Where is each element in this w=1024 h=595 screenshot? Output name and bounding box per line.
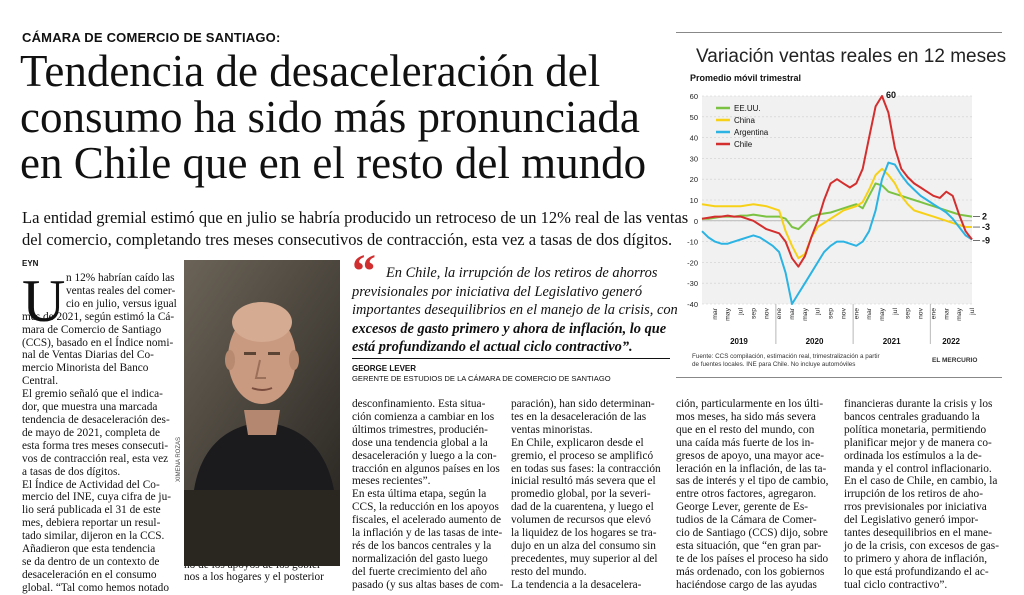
text-line: bancos centrales graduando la <box>844 410 980 423</box>
pull-quote <box>352 264 678 357</box>
peak-label: 60 <box>886 90 897 100</box>
text-line: dujo en un alza del consumo sin <box>511 539 656 552</box>
y-tick-label: 50 <box>689 112 698 122</box>
text-line: ventas reales del comer- <box>66 284 176 297</box>
text-line: ción, particularmente en los últi- <box>676 398 824 410</box>
text-line: rros previsionales por iniciativa <box>844 501 987 514</box>
quote-author: GEORGE LEVER <box>352 364 417 373</box>
lede-line: La entidad gremial estimó que en julio se habría producido un retroceso de un 12% real de las ventas <box>22 208 689 227</box>
x-tick-label: jul <box>737 308 745 315</box>
text-line: tracción en algunos países en los <box>352 462 500 475</box>
quote-mark-icon: “ <box>352 245 376 298</box>
text-line: CCS, la reducción en los apoyos <box>352 501 499 514</box>
legend-label: Chile <box>734 140 753 149</box>
text-line: inicial resultó más severa que el <box>511 475 656 488</box>
quote-author-role: GERENTE DE ESTUDIOS DE LA CÁMARA DE COMERCIO DE SANTIAGO <box>352 374 611 383</box>
text-line: precedentes, muy superior al del <box>511 552 658 565</box>
text-line: mara de Comercio de Santiago <box>22 323 162 336</box>
text-line: tes en la desaceleración de las <box>511 410 647 423</box>
text-line: últimos trimestres, producién- <box>352 423 488 436</box>
year-label: 2019 <box>730 337 748 346</box>
column-1 <box>22 268 177 595</box>
x-tick-label: mar <box>866 308 874 320</box>
text-line: vos de contracción real, esta vez <box>22 452 169 465</box>
quote-rule <box>352 358 670 359</box>
lede <box>22 207 689 251</box>
text-line: mos meses, ha sido más severa <box>676 410 816 423</box>
x-tick-label: ene <box>853 308 861 320</box>
text-line: rés de los bancos centrales y la <box>352 539 492 552</box>
text-line: George Lever, gerente de Es- <box>676 501 809 514</box>
line-chart <box>680 86 1000 348</box>
x-tick-label: mar <box>789 308 796 320</box>
text-line: nos a los hogares y el posterior <box>184 571 324 584</box>
x-tick-label: may <box>879 308 886 321</box>
legend-label: China <box>734 116 755 125</box>
y-tick-label: -10 <box>687 237 698 247</box>
x-tick-label: mar <box>711 308 719 320</box>
text-line: del fuerte crecimiento del año <box>352 565 487 578</box>
text-line: gresos de apoyo, una mayor ace- <box>676 449 825 462</box>
text-line: nal de Ventas Diarias del Co- <box>22 349 154 362</box>
text-line: jo de la crisis, con excesos de gas- <box>844 539 999 552</box>
text-line: se da dentro de un contexto de <box>22 555 160 568</box>
quote-line: excesos de gasto primero y ahora de inflación, lo que <box>352 320 667 337</box>
headline <box>20 48 660 186</box>
text-line: desaceleración en el consumo <box>22 568 157 581</box>
text-line: La tendencia a la desacelera- <box>511 578 642 591</box>
text-line: esta forma tres meses consecuti- <box>22 439 169 452</box>
text-line: tual ciclo contractivo”. <box>844 578 948 591</box>
legend-label: EE.UU. <box>734 104 761 113</box>
text-line: te de los países el proceso ha sido <box>676 552 829 565</box>
y-tick-label: 40 <box>689 133 698 143</box>
column-5 <box>676 398 836 592</box>
text-line: ventas minoristas. <box>511 423 593 436</box>
year-label: 2021 <box>882 337 901 346</box>
y-tick-label: 60 <box>689 92 698 101</box>
headline-line: en Chile que en el resto del mundo <box>20 138 647 188</box>
text-line: cio de Santiago (CCS) dijo, sobre <box>676 527 828 540</box>
quote-line: En Chile, la irrupción de los retiros de ahorros <box>386 265 658 281</box>
x-tick-label: jul <box>814 308 822 315</box>
text-line: de mayo de 2021, completa de <box>22 426 161 439</box>
text-line: dose una tendencia global a la <box>352 436 488 449</box>
text-line: manda y el control inflacionario. <box>844 462 992 475</box>
x-tick-label: jul <box>969 308 976 315</box>
source-line: de fuentes locales. INE para Chile. No incluye automóviles <box>692 361 856 368</box>
text-line: (CCS), basado en el Índice nomi- <box>22 336 174 349</box>
text-line: global. “Tal como hemos notado <box>22 581 169 594</box>
chart-top-rule <box>676 32 1002 33</box>
text-line: tado similar, dijeron en la CCS. <box>22 530 165 543</box>
text-line: fiscales, el acelerado aumento de <box>352 514 501 527</box>
text-line: lio será publicada el 31 de este <box>22 504 161 517</box>
x-tick-label: may <box>801 308 809 321</box>
text-line: to primero y ahora de inflación, <box>844 552 988 565</box>
y-tick-label: 30 <box>689 154 698 164</box>
text-line: El Índice de Actividad del Co- <box>22 478 160 491</box>
source-line: Fuente: CCS compilación, estimación real, trimestralización a partir <box>692 353 880 360</box>
text-line: El gremio señaló que el indica- <box>22 388 163 401</box>
text-line: mes de 2021, según estimó la Cá- <box>22 310 175 323</box>
text-line: En Chile, explicaron desde el <box>511 436 644 449</box>
byline: EYN <box>22 259 39 268</box>
text-line: la liquidez de los hogares se tra- <box>511 527 657 540</box>
text-line: del Legislativo generó impor- <box>844 514 979 527</box>
end-value-label: 2 <box>982 211 988 222</box>
text-line: desconfinamiento. Esta situa- <box>352 398 486 410</box>
text-line: a tasas de dos dígitos. <box>22 465 121 478</box>
x-tick-label: sep <box>750 308 758 319</box>
x-tick-label: nov <box>763 308 771 319</box>
chart-source <box>692 353 936 369</box>
chart-bottom-rule <box>676 377 1002 378</box>
year-label: 2020 <box>805 337 824 346</box>
x-tick-label: mar <box>943 308 951 320</box>
text-line: lo que está profundizando el ac- <box>844 565 989 578</box>
x-tick-label: jul <box>891 308 899 315</box>
photo-credit: XIMENA ROZAS <box>176 436 182 482</box>
text-line: ción comienza a cambiar en los <box>352 410 495 423</box>
x-tick-label: sep <box>827 308 835 319</box>
text-line: promedio global, por la severi- <box>511 488 651 501</box>
text-line: mercio Minorista del Banco <box>22 362 149 375</box>
text-line: tudios de la Cámara de Comer- <box>676 514 817 527</box>
headline-line: Tendencia de desaceleración del <box>20 46 601 96</box>
text-line: tendencia de desaceleración des- <box>22 413 170 426</box>
column-6 <box>844 398 1004 592</box>
x-tick-label: may <box>956 308 964 321</box>
text-line: En esta última etapa, según la <box>352 488 487 501</box>
text-line: irrupción de los retiros de aho- <box>844 488 983 501</box>
x-tick-label: nov <box>917 308 925 319</box>
text-line: pasado (y sus altas bases de com- <box>352 578 504 591</box>
text-line: leración en la inflación, de las ta- <box>676 462 827 475</box>
y-tick-label: -40 <box>687 300 698 309</box>
end-value-label: -9 <box>982 235 991 246</box>
text-line: paración), han sido determinan- <box>511 398 655 410</box>
x-tick-label: ene <box>930 308 938 320</box>
text-line: resto del mundo. <box>511 565 587 578</box>
text-line: planificar mejor y de manera co- <box>844 436 992 449</box>
text-line: la inflación y de las tasas de inte- <box>352 527 503 540</box>
text-line: Añadieron que esta tendencia <box>22 543 156 556</box>
kicker: CÁMARA DE COMERCIO DE SANTIAGO: <box>22 30 281 45</box>
headline-line: consumo ha sido más pronunciada <box>20 92 640 142</box>
text-line: financieras durante la crisis y los <box>844 398 993 410</box>
column-4 <box>511 398 661 592</box>
text-line: sas de interés y el tipo de cambio, <box>676 475 829 488</box>
text-line: cio en julio, versus igual <box>66 297 177 310</box>
text-line: ordinada los estímulos a la de- <box>844 449 982 462</box>
y-tick-label: -20 <box>687 258 698 268</box>
text-line: en todas sus fases: la contracción <box>511 462 661 475</box>
chart-subtitle: Promedio móvil trimestral <box>690 73 802 83</box>
portrait-illustration <box>184 260 340 490</box>
x-tick-label: may <box>724 308 732 321</box>
text-line: que en el resto del mundo, con <box>676 423 815 436</box>
text-line: más ordenado, con los gobiernos <box>676 565 825 578</box>
text-line: esta situación, que “en gran par- <box>676 539 822 552</box>
portrait-photo <box>184 260 340 566</box>
text-line: meses recientes”. <box>352 475 431 488</box>
x-tick-label: ene <box>776 308 784 320</box>
y-tick-label: -30 <box>687 279 698 289</box>
text-line: haciéndose cargo de las ayudas <box>676 578 817 591</box>
year-label: 2022 <box>942 337 961 346</box>
text-line: mes, debiera reportar un resul- <box>22 517 161 530</box>
y-tick-label: 10 <box>689 196 698 205</box>
text-line: dad de la cuarentena, y luego el <box>511 501 654 514</box>
text-line: dor, que muestra una marcada <box>22 401 158 414</box>
text-line: mercio del INE, cuya cifra de ju- <box>22 491 171 504</box>
chart-publisher: EL MERCURIO <box>932 357 978 364</box>
chart-title: Variación ventas reales en 12 meses <box>696 46 1007 67</box>
text-line: volumen de recursos que elevó <box>511 514 651 527</box>
text-line: En el caso de Chile, en cambio, la <box>844 475 998 488</box>
lede-line: del comercio, completando tres meses consecutivos de contracción, esta vez a tasas de dos dígitos. <box>22 230 673 249</box>
quote-line: previsionales por iniciativa del Legislativo generó <box>352 283 643 300</box>
text-line: n 12% habrían caído las <box>66 272 175 284</box>
end-value-label: -3 <box>982 222 991 233</box>
quote-line: está profundizando el actual ciclo contractivo”. <box>352 339 633 355</box>
text-line: entre otros factores, agregaron. <box>676 488 817 501</box>
text-line: tantes desequilibrios en el mane- <box>844 527 993 540</box>
text-line: política monetaria, permitiendo <box>844 423 987 436</box>
dropcap: U <box>22 268 66 334</box>
legend-label: Argentina <box>734 128 769 137</box>
text-line: una caída más fuerte de los in- <box>676 436 815 449</box>
y-tick-label: 20 <box>689 175 698 185</box>
text-line: Central. <box>22 375 59 388</box>
text-line: desaceleración y luego a la con- <box>352 449 497 462</box>
x-tick-label: nov <box>840 308 848 319</box>
quote-line: importantes desequilibrios en el manejo de la crisis, con <box>352 302 678 318</box>
column-3 <box>352 398 502 592</box>
text-line: gremio, el proceso se amplificó <box>511 449 654 462</box>
x-tick-label: sep <box>904 308 912 319</box>
y-tick-label: 0 <box>693 216 698 226</box>
text-line: normalización del gasto luego <box>352 552 488 565</box>
